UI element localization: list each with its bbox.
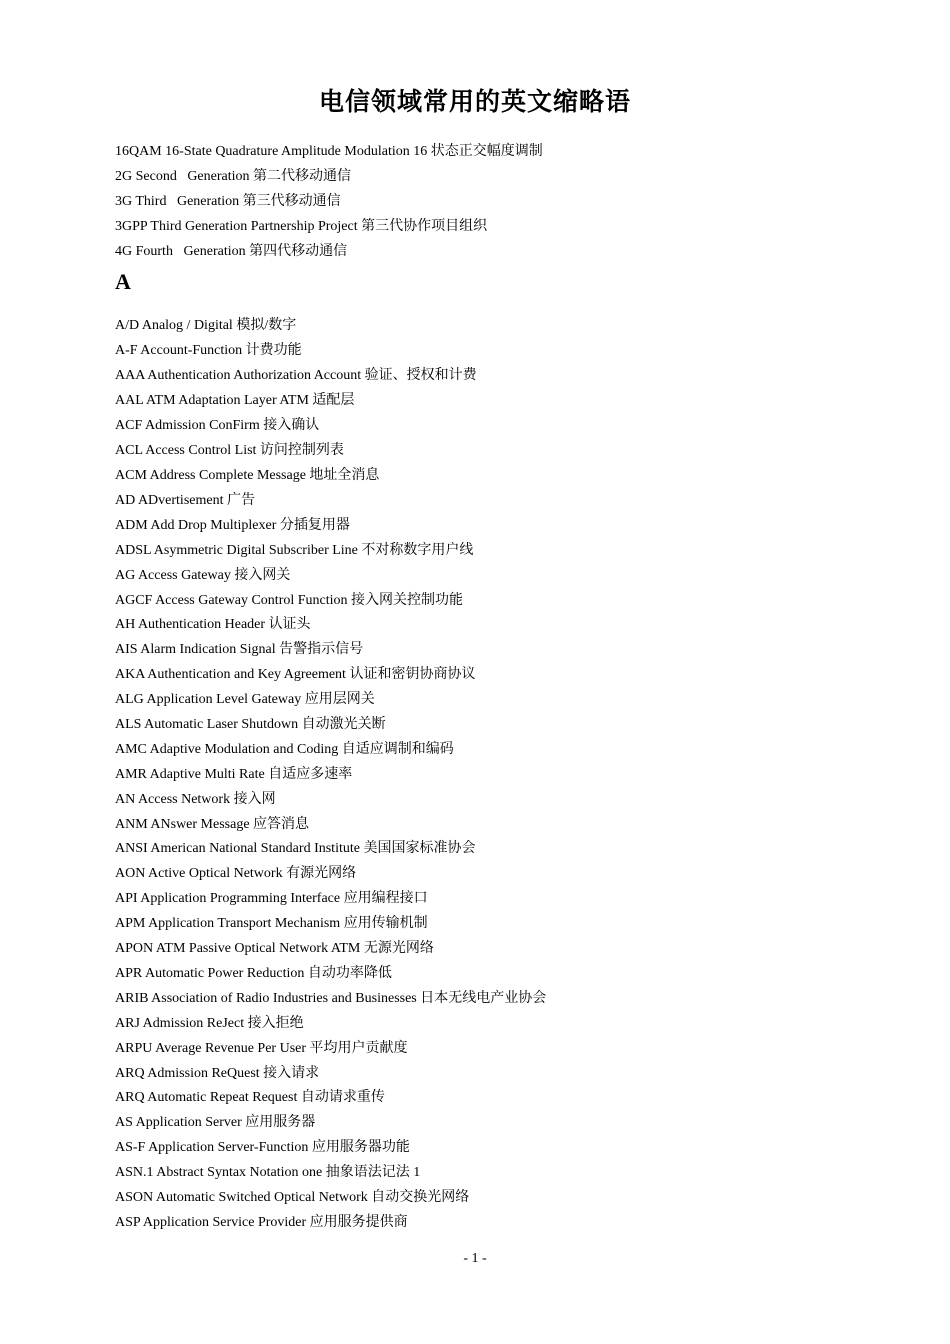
list-item: ALG Application Level Gateway 应用层网关 [115, 692, 375, 707]
list-item: 4G Fourth Generation 第四代移动通信 [115, 244, 348, 259]
list-item: AS-F Application Server-Function 应用服务器功能 [115, 1140, 410, 1155]
list-item: ASP Application Service Provider 应用服务提供商 [115, 1215, 408, 1230]
list-item: ARQ Admission ReQuest 接入请求 [115, 1066, 320, 1081]
list-item: APR Automatic Power Reduction 自动功率降低 [115, 966, 392, 981]
list-item: AKA Authentication and Key Agreement 认证和密钥协商协议 [115, 667, 476, 682]
list-item: ACF Admission ConFirm 接入确认 [115, 418, 320, 433]
page-number: - 1 - [463, 1251, 487, 1266]
list-item: ADSL Asymmetric Digital Subscriber Line 不对称数字用户线 [115, 543, 474, 558]
list-item: API Application Programming Interface 应用编程接口 [115, 891, 428, 906]
list-item: A/D Analog / Digital 模拟/数字 [115, 318, 297, 333]
list-item: AG Access Gateway 接入网关 [115, 568, 291, 583]
list-item: ARPU Average Revenue Per User 平均用户贡献度 [115, 1041, 408, 1056]
list-item: APON ATM Passive Optical Network ATM 无源光网络 [115, 941, 434, 956]
page-title: 电信领域常用的英文缩略语 [318, 89, 631, 116]
list-item: ASN.1 Abstract Syntax Notation one 抽象语法记法 1 [115, 1165, 421, 1180]
list-item: 16QAM 16-State Quadrature Amplitude Modulation 16 状态正交幅度调制 [115, 144, 543, 159]
list-item: AH Authentication Header 认证头 [115, 617, 311, 632]
list-item: 3GPP Third Generation Partnership Project 第三代协作项目组织 [115, 219, 488, 234]
list-item: ANSI American National Standard Institute 美国国家标准协会 [115, 841, 476, 856]
list-item: AON Active Optical Network 有源光网络 [115, 866, 357, 881]
list-item: AGCF Access Gateway Control Function 接入网关控制功能 [115, 593, 464, 608]
list-item: AS Application Server 应用服务器 [115, 1115, 316, 1130]
list-item: 3G Third Generation 第三代移动通信 [115, 194, 341, 209]
section-heading: A [115, 269, 131, 294]
list-item: ARJ Admission ReJect 接入拒绝 [115, 1016, 304, 1031]
list-item: AMR Adaptive Multi Rate 自适应多速率 [115, 767, 353, 782]
list-item: AMC Adaptive Modulation and Coding 自适应调制和编码 [115, 742, 454, 757]
list-item: A-F Account-Function 计费功能 [115, 343, 302, 358]
list-item: AD ADvertisement 广告 [115, 493, 255, 508]
list-item: AAA Authentication Authorization Account 验证、授权和计费 [115, 368, 477, 383]
list-item: APM Application Transport Mechanism 应用传输机制 [115, 916, 428, 931]
list-item: ACM Address Complete Message 地址全消息 [115, 468, 380, 483]
list-item: AN Access Network 接入网 [115, 792, 276, 807]
list-item: ARIB Association of Radio Industries and Businesses 日本无线电产业协会 [115, 991, 547, 1006]
list-item: ANM ANswer Message 应答消息 [115, 817, 310, 832]
list-item: 2G Second Generation 第二代移动通信 [115, 169, 352, 184]
list-item: ASON Automatic Switched Optical Network 自动交换光网络 [115, 1190, 470, 1205]
list-item: ALS Automatic Laser Shutdown 自动激光关断 [115, 717, 386, 732]
list-item: AAL ATM Adaptation Layer ATM 适配层 [115, 393, 355, 408]
list-item: ARQ Automatic Repeat Request 自动请求重传 [115, 1090, 385, 1105]
list-item: ACL Access Control List 访问控制列表 [115, 443, 344, 458]
list-item: AIS Alarm Indication Signal 告警指示信号 [115, 642, 364, 657]
list-item: ADM Add Drop Multiplexer 分插复用器 [115, 518, 350, 533]
